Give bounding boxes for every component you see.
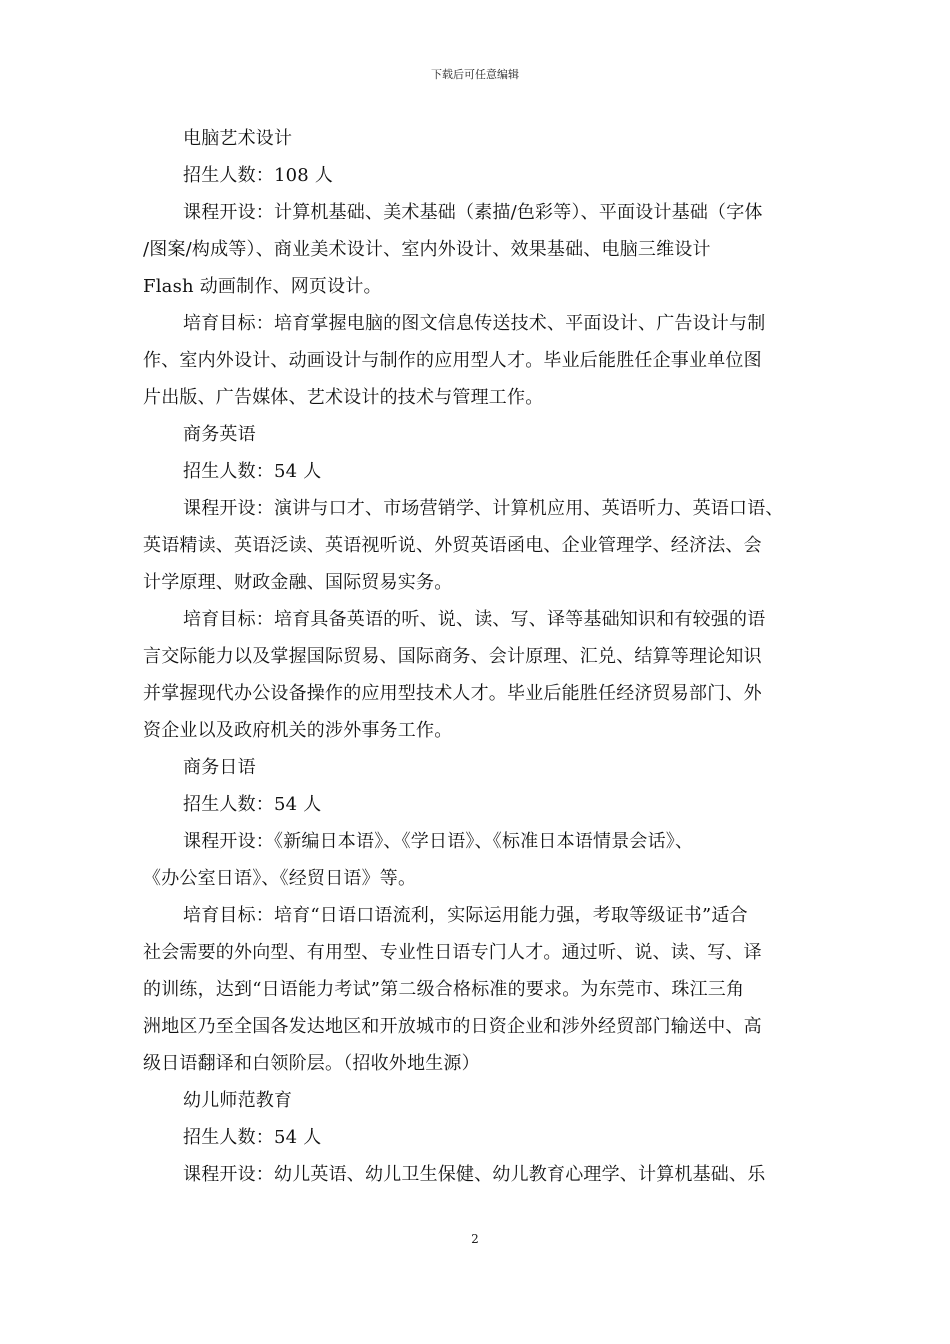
text-line: /图案/构成等）、商业美术设计、室内外设计、效果基础、电脑三维设计 — [143, 239, 711, 260]
text-line: 招生人数：108 人 — [183, 165, 334, 186]
page-number: 2 — [471, 1232, 479, 1246]
text-line: 招生人数：54 人 — [183, 794, 322, 815]
text-line: Flash 动画制作、网页设计。 — [143, 276, 382, 297]
text-line: 课程开设：计算机基础、美术基础（素描/色彩等）、平面设计基础（字体 — [183, 202, 763, 223]
text-line: 招生人数：54 人 — [183, 461, 322, 482]
text-line: 洲地区乃至全国各发达地区和开放城市的日资企业和涉外经贸部门输送中、高 — [143, 1016, 762, 1037]
page-header: 下载后可任意编辑 — [431, 68, 519, 81]
text-line: 课程开设：《新编日本语》、《学日语》、《标准日本语情景会话》、 — [183, 831, 694, 852]
text-line: 商务日语 — [183, 757, 256, 778]
text-line: 电脑艺术设计 — [183, 128, 293, 149]
text-line: 级日语翻译和白领阶层。（招收外地生源） — [143, 1053, 480, 1074]
text-line: 资企业以及政府机关的涉外事务工作。 — [143, 720, 453, 741]
text-line: 培育目标：培育具备英语的听、说、读、写、译等基础知识和有较强的语 — [183, 609, 766, 630]
text-line: 计学原理、财政金融、国际贸易实务。 — [143, 572, 453, 593]
text-line: 《办公室日语》、《经贸日语》等。 — [143, 868, 417, 889]
text-line: 课程开设：幼儿英语、幼儿卫生保健、幼儿教育心理学、计算机基础、乐 — [183, 1164, 766, 1185]
text-line: 幼儿师范教育 — [183, 1090, 293, 1111]
text-line: 商务英语 — [183, 424, 256, 445]
text-line: 培育目标：培育“日语口语流利，实际运用能力强，考取等级证书”适合 — [183, 905, 748, 926]
text-line: 片出版、广告媒体、艺术设计的技术与管理工作。 — [143, 387, 544, 408]
document-body — [143, 120, 807, 1193]
text-line: 的训练，达到“日语能力考试”第二级合格标准的要求。为东莞市、珠江三角 — [143, 979, 745, 1000]
text-line: 社会需要的外向型、有用型、专业性日语专门人才。通过听、说、读、写、译 — [143, 942, 762, 963]
text-line: 作、室内外设计、动画设计与制作的应用型人才。毕业后能胜任企事业单位图 — [143, 350, 762, 371]
text-line: 招生人数：54 人 — [183, 1127, 322, 1148]
text-line: 英语精读、英语泛读、英语视听说、外贸英语函电、企业管理学、经济法、会 — [143, 535, 762, 556]
text-line: 培育目标：培育掌握电脑的图文信息传送技术、平面设计、广告设计与制 — [183, 313, 766, 334]
text-line: 言交际能力以及掌握国际贸易、国际商务、会计原理、汇兑、结算等理论知识 — [143, 646, 762, 667]
text-line: 并掌握现代办公设备操作的应用型技术人才。毕业后能胜任经济贸易部门、外 — [143, 683, 762, 704]
text-line: 课程开设：演讲与口才、市场营销学、计算机应用、英语听力、英语口语、 — [183, 498, 784, 519]
